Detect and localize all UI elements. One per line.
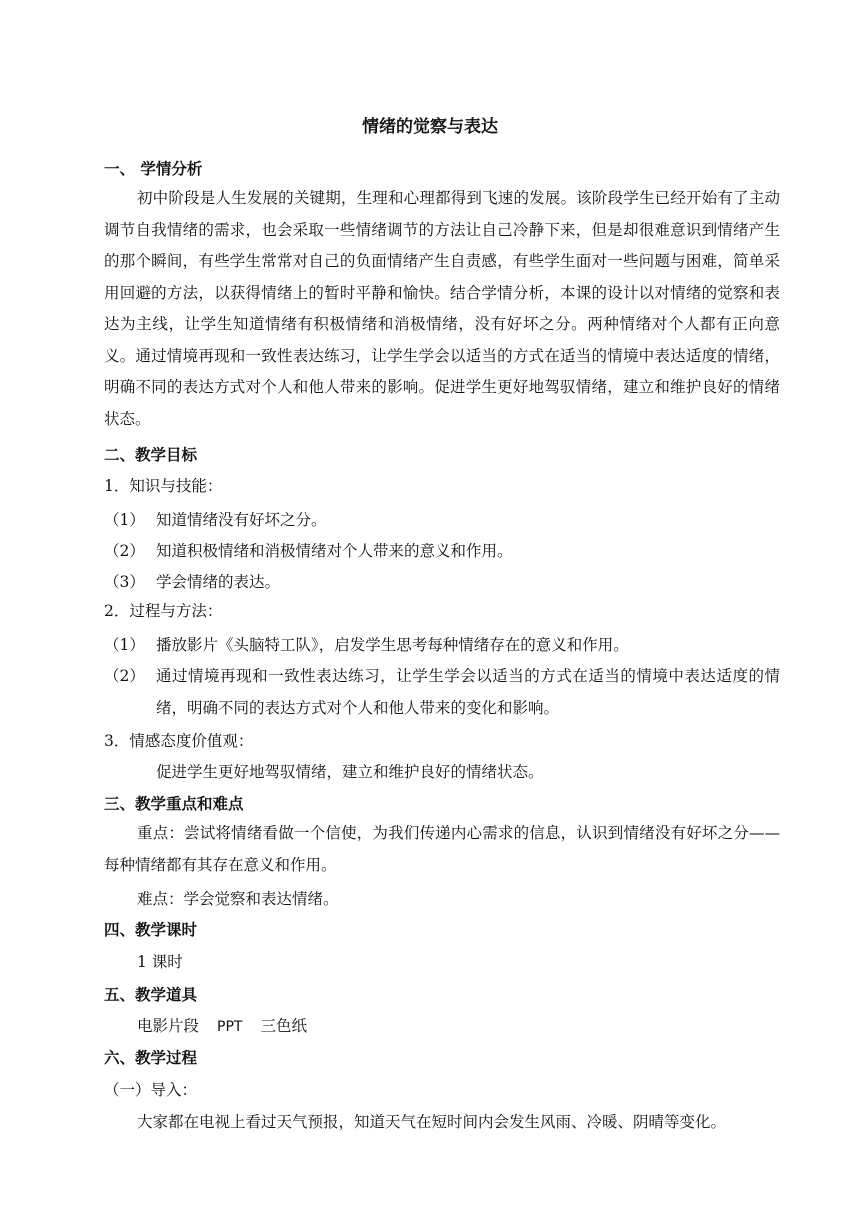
goal-item <box>104 536 780 568</box>
goal-item-number: （2） <box>104 542 145 560</box>
section-heading-key-points: 三、教学重点和难点 <box>104 795 244 813</box>
goal-item <box>104 505 780 537</box>
class-hours-text: 1 课时 <box>137 953 183 971</box>
goal-item-text: 知道积极情绪和消极情绪对个人带来的意义和作用。 <box>156 542 513 560</box>
goal-group-label-knowledge: 1．知识与技能： <box>104 477 223 495</box>
section-heading-process: 六、教学过程 <box>104 1049 198 1067</box>
goal-item-number: （1） <box>104 511 145 529</box>
goal-group-label-values: 3．情感态度价值观： <box>104 732 254 750</box>
goal-item-number: （3） <box>104 573 145 591</box>
section-heading-tools: 五、教学道具 <box>104 986 198 1004</box>
goal-item-number: （1） <box>104 636 145 654</box>
tools-line <box>137 1014 307 1039</box>
goal-item-text: 知道情绪没有好坏之分。 <box>156 511 327 529</box>
goal-values-text: 促进学生更好地驾驭情绪，建立和维护良好的情绪状态。 <box>156 763 544 781</box>
goal-group-label-process: 2．过程与方法： <box>104 602 223 620</box>
difficulty-text: 难点：学会觉察和表达情绪。 <box>137 890 339 908</box>
goal-item-number: （2） <box>104 667 145 685</box>
tool-item: 电影片段 <box>137 1017 200 1035</box>
key-point-paragraph: 重点：尝试将情绪看做一个信使，为我们传递内心需求的信息，认识到情绪没有好坏之分——每种情绪都有其存在意义和作用。 <box>104 824 780 874</box>
goal-item-text: 通过情境再现和一致性表达练习，让学生学会以适当的方式在适当的情境中表达适度的情绪，明确不同的表达方式对个人和他人带来的变化和影响。 <box>156 667 780 717</box>
goal-item <box>104 630 780 662</box>
section-heading-goals: 二、教学目标 <box>104 446 198 464</box>
section-heading-analysis: 一、 学情分析 <box>104 160 203 178</box>
section-heading-class-hours: 四、教学课时 <box>104 921 198 939</box>
analysis-paragraph: 初中阶段是人生发展的关键期，生理和心理都得到飞速的发展。该阶段学生已经开始有了主动调节自我情绪的需求，也会采取一些情绪调节的方法让自己冷静下来，但是却很难意识到情绪产生的那个瞬间，有些学生常常对自己的负面情绪产生自责感，有些学生面对一些问题与困难，简单采用回避的方法，以获得情绪上的暂时平静和愉快。结合学情分析，本课的设计以对情绪的觉察和表达为主线，让学生知道情绪有积极情绪和消极情绪，没有好坏之分。两种情绪对个人都有正向意义。通过情境再现和一致性表达练习，让学生学会以适当的方式在适当的情境中表达适度的情绪，明确不同的表达方式对个人和他人带来的影响。促进学生更好地驾驭情绪，建立和维护良好的情绪状态。 <box>104 189 780 428</box>
subsection-label-intro: （一）导入： <box>104 1081 198 1099</box>
intro-text: 大家都在电视上看过天气预报，知道天气在短时间内会发生风雨、冷暖、阴晴等变化。 <box>137 1113 727 1131</box>
tool-item: PPT <box>217 1019 243 1035</box>
goal-item-text: 学会情绪的表达。 <box>156 573 281 591</box>
goal-item <box>104 567 780 599</box>
tool-item: 三色纸 <box>260 1017 307 1035</box>
goal-item <box>104 661 780 724</box>
goal-item-text: 播放影片《头脑特工队》，启发学生思考每种情绪存在的意义和作用。 <box>156 636 629 654</box>
document-title: 情绪的觉察与表达 <box>362 117 498 137</box>
